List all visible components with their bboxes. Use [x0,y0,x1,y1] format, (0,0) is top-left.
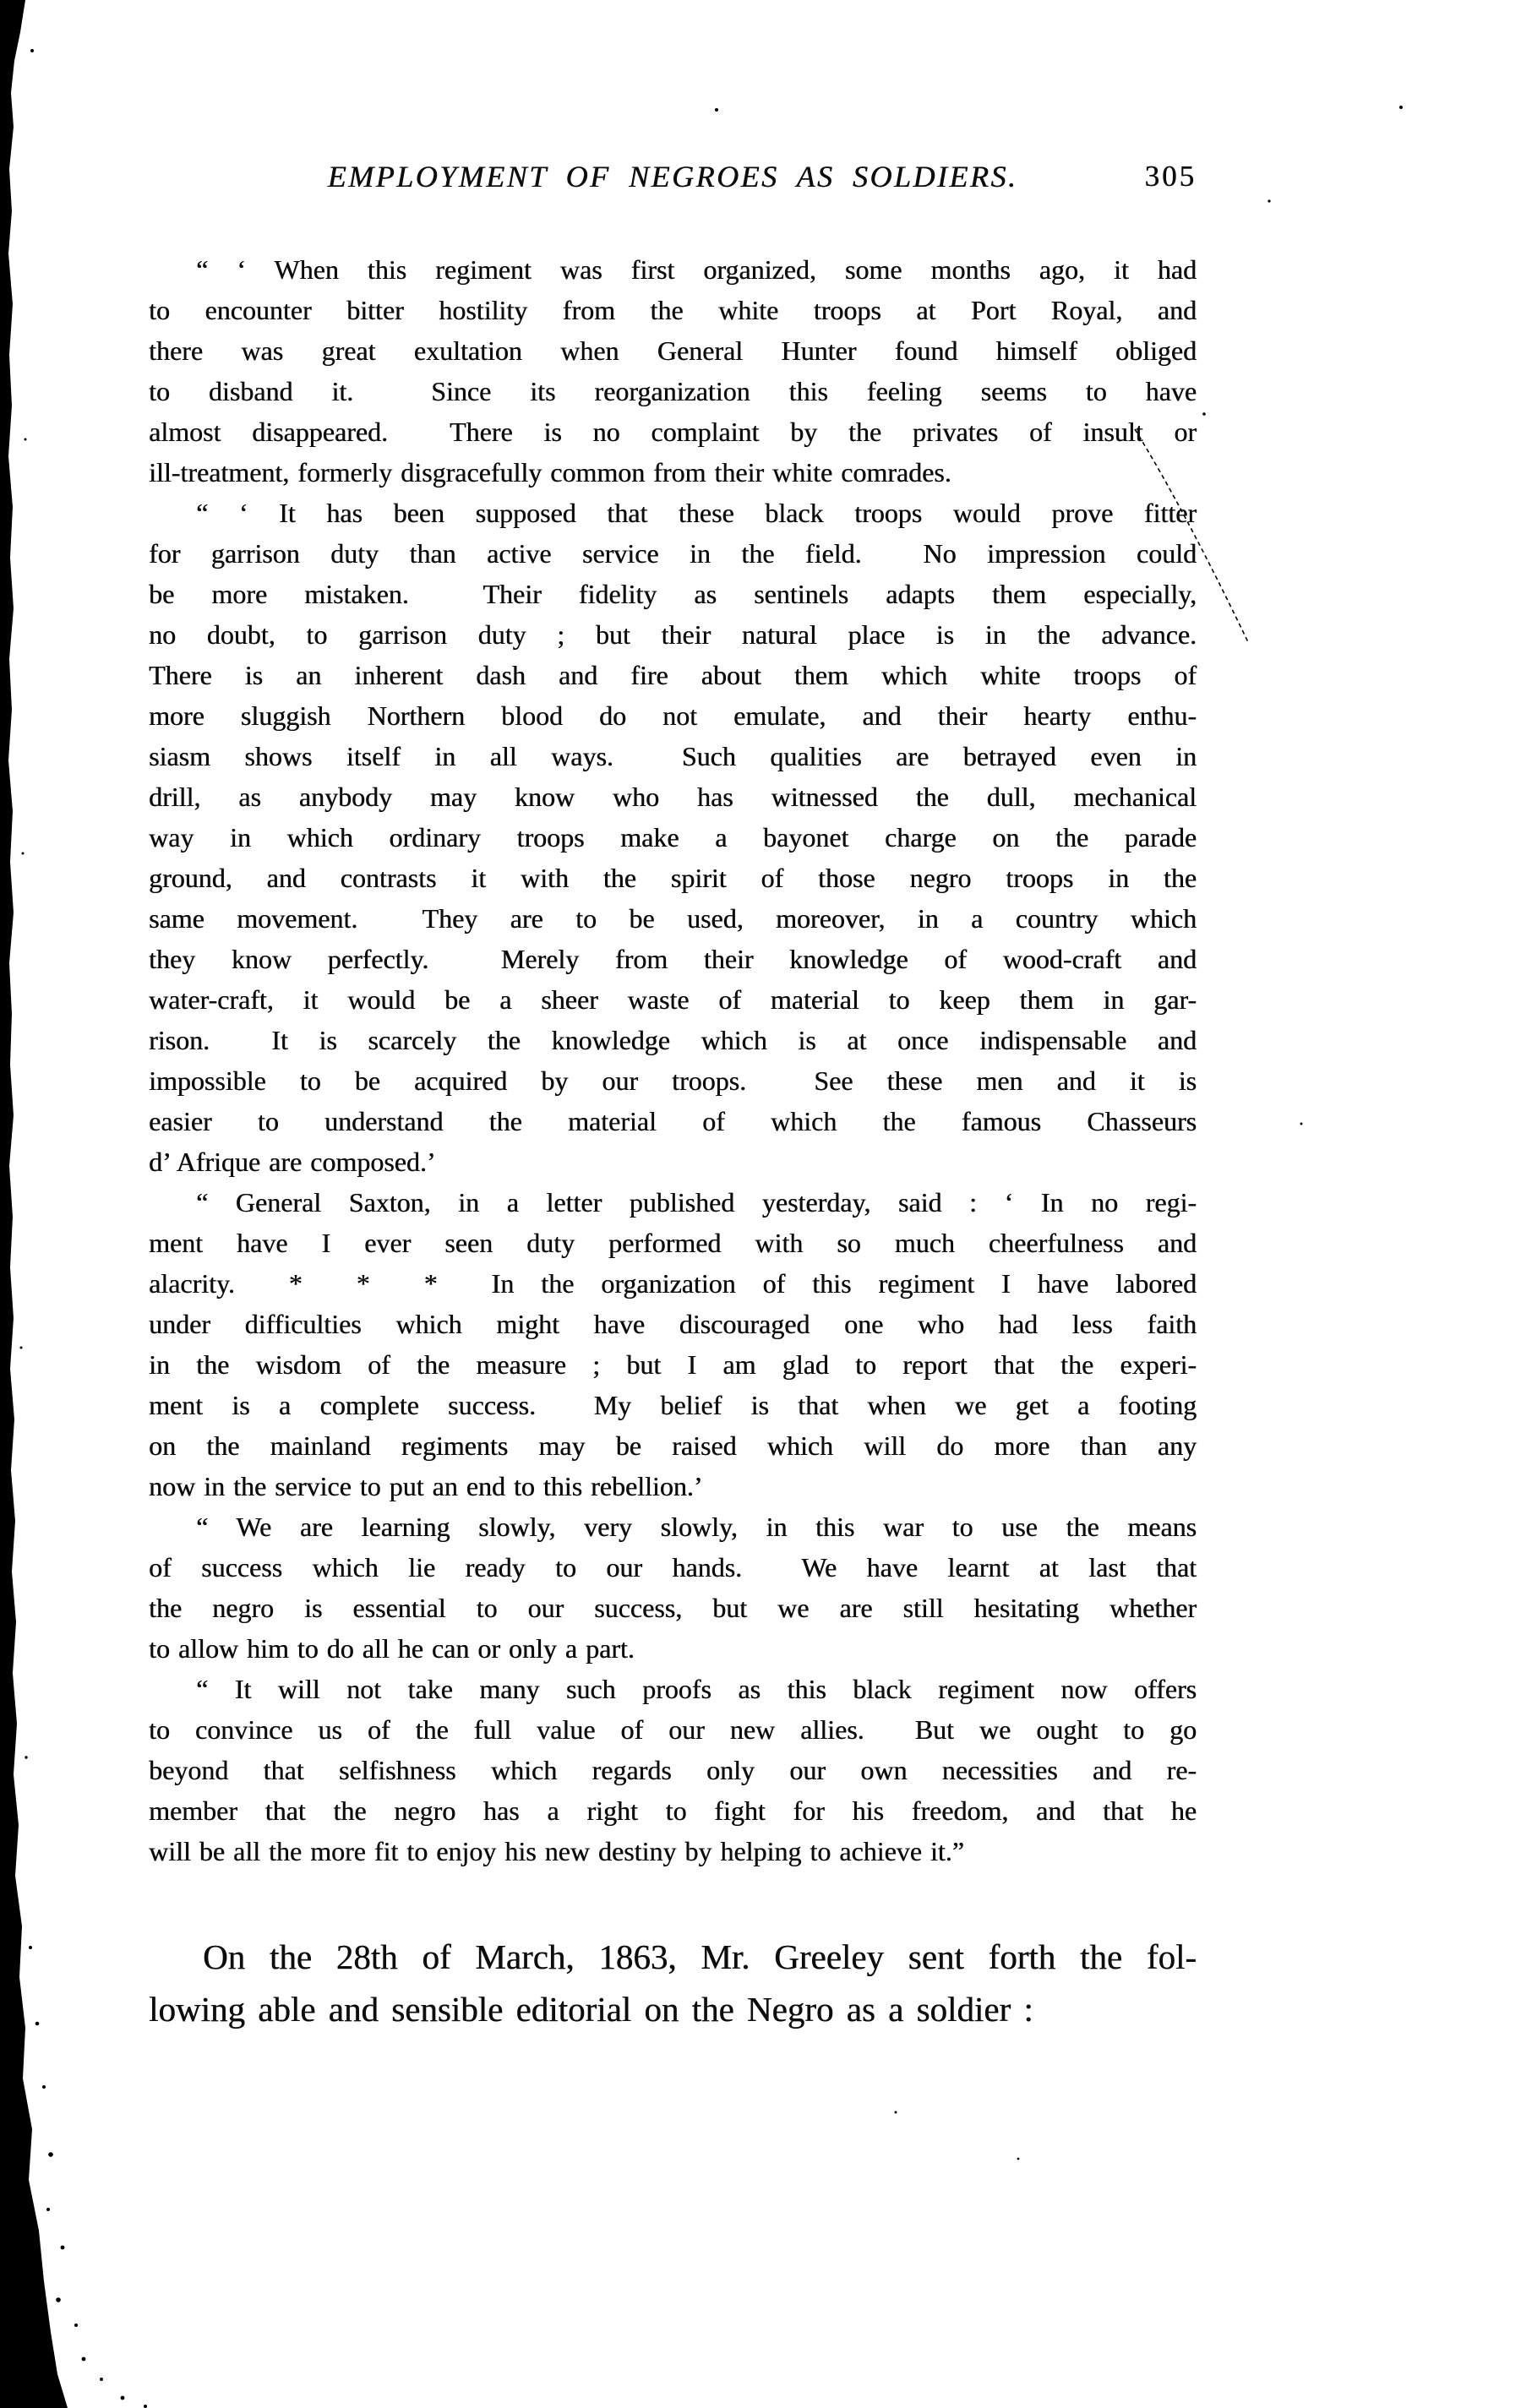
page-content [149,156,1197,2035]
text-line: ment is a complete success. My belief is that when we get a footing [149,1390,1197,1420]
text-line: will be all the more fit to enjoy his new destiny by helping to achieve it.” [149,1836,964,1866]
quoted-paragraph [149,1182,1197,1506]
text-line: ground, and contrasts it with the spirit of those negro troops in the [149,863,1197,893]
text-line: there was great exultation when General Hunter found himself obliged [149,335,1197,366]
text-line: to allow him to do all he can or only a part. [149,1633,635,1664]
text-line: now in the service to put an end to this rebellion.’ [149,1471,703,1501]
text-line: “ General Saxton, in a letter published yesterday, said : ‘ In no regi- [196,1187,1197,1218]
text-line: “ ‘ When this regiment was first organized, some months ago, it had [196,254,1197,285]
text-line: d’ Afrique are composed.’ [149,1147,436,1177]
text-line: impossible to be acquired by our troops. See these men and it is [149,1065,1197,1096]
page-title: EMPLOYMENT OF NEGROES AS SOLDIERS. [327,160,1018,193]
text-line: under difficulties which might have discouraged one who had less faith [149,1309,1197,1339]
quoted-paragraph [149,1669,1197,1871]
quoted-paragraph [149,1506,1197,1669]
text-line: beyond that selfishness which regards only our own necessities and re- [149,1755,1197,1785]
text-line: easier to understand the material of which the famous Chasseurs [149,1106,1197,1136]
page-number: 305 [1144,160,1197,193]
editorial-paragraph [149,1931,1197,2035]
text-line: member that the negro has a right to fight for his freedom, and that he [149,1795,1197,1826]
left-edge-scan-artifact [0,0,68,2408]
text-line: in the wisdom of the measure ; but I am glad to report that the experi- [149,1349,1197,1380]
text-line: On the 28th of March, 1863, Mr. Greeley sent forth the fol- [203,1937,1197,1976]
text-block [149,249,1197,2035]
text-line: no doubt, to garrison duty ; but their natural place is in the advance. [149,619,1197,650]
text-line: alacrity. * * * In the organization of this regiment I have labored [149,1268,1197,1299]
running-head [149,156,1197,197]
text-line: ill-treatment, formerly disgracefully common from their white comrades. [149,457,951,488]
text-line: siasm shows itself in all ways. Such qualities are betrayed even in [149,741,1197,771]
text-line: There is an inherent dash and fire about them which white troops of [149,660,1197,690]
text-line: water-craft, it would be a sheer waste of material to keep them in gar- [149,984,1197,1015]
text-line: “ ‘ It has been supposed that these black troops would prove fitter [196,498,1197,528]
text-line: to encounter bitter hostility from the white troops at Port Royal, and [149,295,1197,325]
quoted-paragraph [149,249,1197,493]
text-line: on the mainland regiments may be raised which will do more than any [149,1430,1197,1461]
text-line: “ We are learning slowly, very slowly, in this war to use the means [196,1512,1197,1542]
text-line: same movement. They are to be used, moreover, in a country which [149,903,1197,934]
text-line: the negro is essential to our success, but we are still hesitating whether [149,1593,1197,1623]
text-line: ment have I ever seen duty performed with so much cheerfulness and [149,1228,1197,1258]
text-line: lowing able and sensible editorial on the Negro as a soldier : [149,1990,1033,2029]
text-line: rison. It is scarcely the knowledge which is at once indispensable and [149,1025,1197,1055]
text-line: way in which ordinary troops make a bayonet charge on the parade [149,822,1197,853]
text-line: drill, as anybody may know who has witnessed the dull, mechanical [149,782,1197,812]
text-line: for garrison duty than active service in the field. No impression could [149,538,1197,569]
text-line: to disband it. Since its reorganization this feeling seems to have [149,376,1197,406]
text-line: to convince us of the full value of our new allies. But we ought to go [149,1714,1197,1745]
quoted-paragraph [149,493,1197,1182]
text-line: be more mistaken. Their fidelity as sentinels adapts them especially, [149,579,1197,609]
text-line: they know perfectly. Merely from their knowledge of wood-craft and [149,944,1197,974]
text-line: “ It will not take many such proofs as this black regiment now offers [196,1674,1197,1704]
text-line: of success which lie ready to our hands. We have learnt at last that [149,1552,1197,1583]
text-line: more sluggish Northern blood do not emulate, and their hearty enthu- [149,700,1197,731]
text-line: almost disappeared. There is no complaint by the privates of insult or [149,417,1197,447]
